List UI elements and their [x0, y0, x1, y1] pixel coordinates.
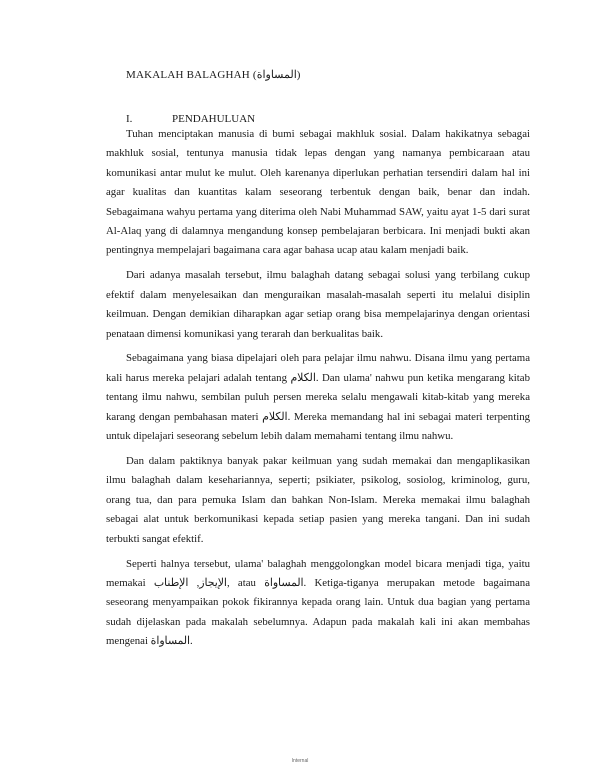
paragraph: Dari adanya masalah tersebut, ilmu balaghah datang sebagai solusi yang terbilang cukup efektif dalam menyelesaikan dan menguraikan masalah-masalah seperti itu melalui disiplin keilmuan. Dengan demikian diharapkan agar setiap orang bisa mempelajarinya dengan orientasi penataan dimensi komunikasi yang terarah dan berkualitas baik.: [106, 269, 530, 340]
footer-label: Internal: [291, 758, 309, 764]
document-body: [106, 125, 530, 657]
section-title: PENDAHULUAN: [172, 113, 256, 125]
paragraph: Dan dalam paktiknya banyak pakar keilmuan yang sudah memakai dan mengaplikasikan ilmu balaghah dalam kesehariannya, seperti; psikiater, psikolog, sosiolog, kriminolog, guru, orang tua, dan para pemuka Islam dan bahkan Non-Islam. Mereka memakai ilmu balaghah sebagai alat untuk berkomunikasi kepada setiap pasien yang mereka tangani. Dan ini sudah terbukti sangat efektif.: [106, 455, 530, 545]
section-number: I.: [126, 113, 133, 125]
section-heading: [126, 113, 255, 125]
document-title: MAKALAH BALAGHAH (المساواة): [126, 69, 301, 81]
paragraph: Sebagaimana yang biasa dipelajari oleh para pelajar ilmu nahwu. Disana ilmu yang pertama kali harus mereka pelajari adalah tentang الكلام. Dan ulama' nahwu pun ketika mengarang kitab tentang ilmu nahwu, sembilan puluh persen mereka selalu mengawali kitab-kitab yang mereka karang dengan pembahasan materi الكلام. Mereka memandang hal ini sebagai materi terpenting untuk dipelajari seseorang sebelum lebih dalam memahami tentang ilmu nahwu.: [106, 352, 530, 443]
paragraph: Tuhan menciptakan manusia di bumi sebagai makhluk sosial. Dalam hakikatnya sebagai makhluk sosial, tentunya manusia tidak lepas dengan yang namanya pembicaraan atau komunikasi antar mulut ke mulut. Oleh karenanya diperlukan perhatian tersendiri dalam hal ini agar kualitas dan kuantitas kalam seseorang terbentuk dengan baik, benar dan indah. Sebagaimana wahyu pertama yang diterima oleh Nabi Muhammad SAW, yaitu ayat 1-5 dari surat Al-Alaq yang di dalamnya mengandung konsep pembelajaran berbicara. Ini menjadi bukti akan pentingnya mempelajari bagaimana cara agar bahasa ucap atau kalam menjadi baik.: [106, 128, 530, 257]
paragraph: Seperti halnya tersebut, ulama' balaghah menggolongkan model bicara menjadi tiga, yaitu memakai الإيجاز, الإطناب, atau المساواة. Ketiga-tiganya merupakan metode bagaimana seseorang menyampaikan pokok fikirannya kepada orang lain. Untuk dua bagian yang pertama sudah dijelaskan pada makalah sebelumnya. Adapun pada makalah kali ini akan membahas mengenai المساواة.: [106, 557, 530, 648]
